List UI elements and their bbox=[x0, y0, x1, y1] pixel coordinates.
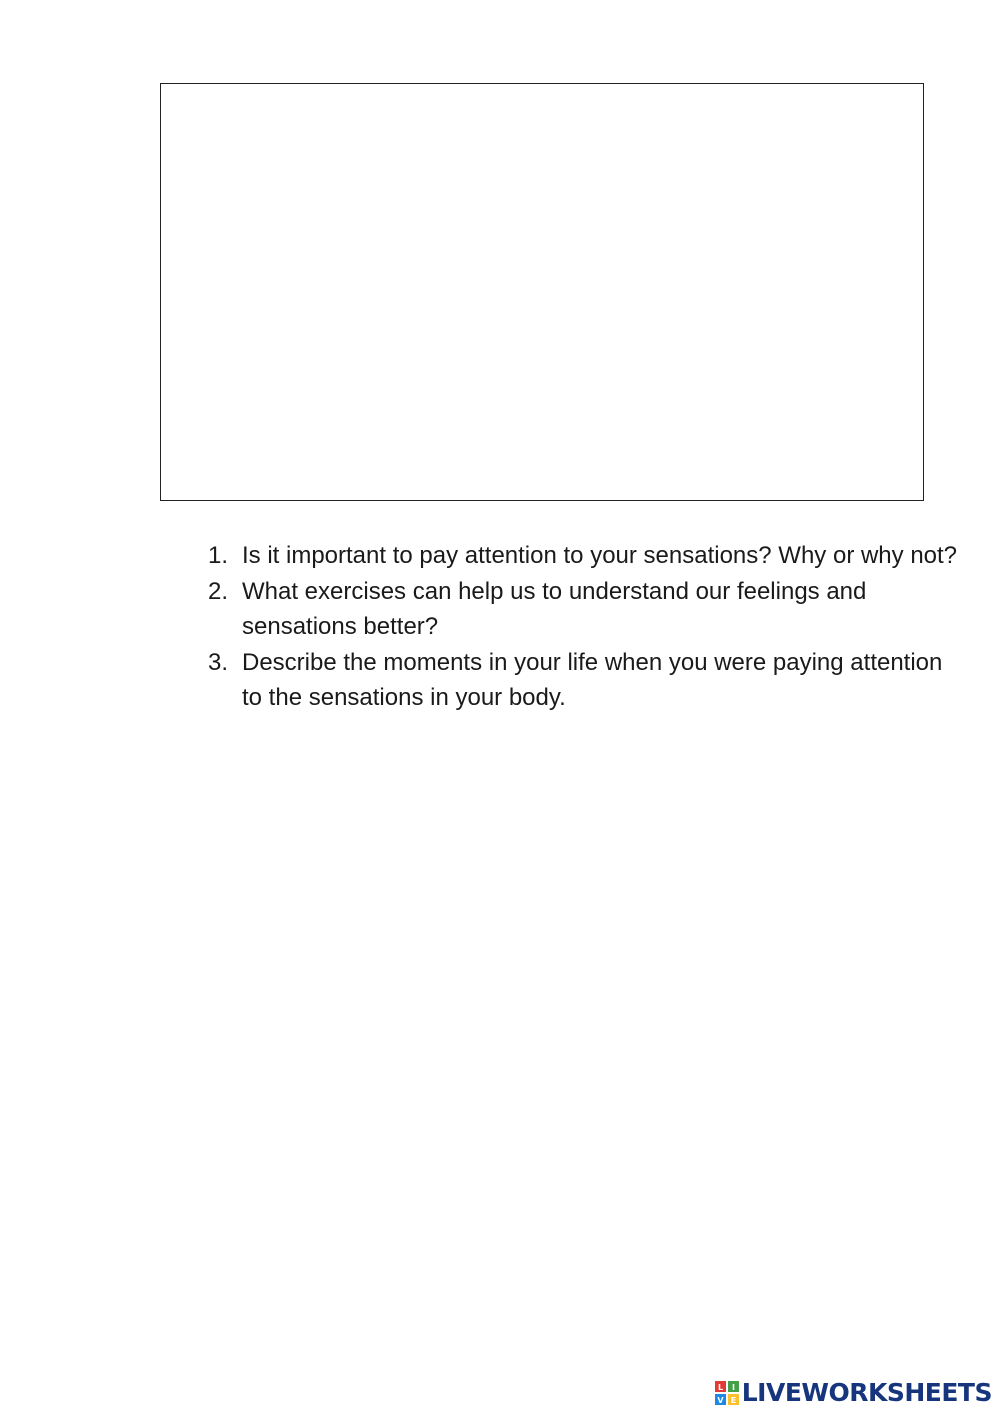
question-text: Is it important to pay attention to your sensations? Why or why not? bbox=[242, 542, 958, 569]
question-number: 1. bbox=[208, 542, 229, 569]
liveworksheets-logo bbox=[715, 1380, 992, 1406]
svg-text:E: E bbox=[730, 1396, 736, 1405]
question-item bbox=[208, 574, 958, 644]
logo-text: LIVEWORKSHEETS bbox=[741, 1378, 992, 1407]
svg-text:L: L bbox=[717, 1383, 723, 1392]
question-item bbox=[208, 538, 958, 573]
question-number: 2. bbox=[208, 578, 229, 605]
question-text: Describe the moments in your life when you were paying attention to the sensations in your body. bbox=[242, 649, 943, 711]
question-number: 3. bbox=[208, 649, 229, 676]
answer-box bbox=[160, 83, 924, 501]
question-item bbox=[208, 645, 958, 715]
question-text: What exercises can help us to understand our feelings and sensations better? bbox=[242, 578, 867, 640]
svg-text:V: V bbox=[717, 1396, 724, 1405]
question-list bbox=[208, 538, 958, 716]
svg-text:I: I bbox=[731, 1383, 735, 1392]
logo-mark-icon bbox=[715, 1381, 739, 1405]
